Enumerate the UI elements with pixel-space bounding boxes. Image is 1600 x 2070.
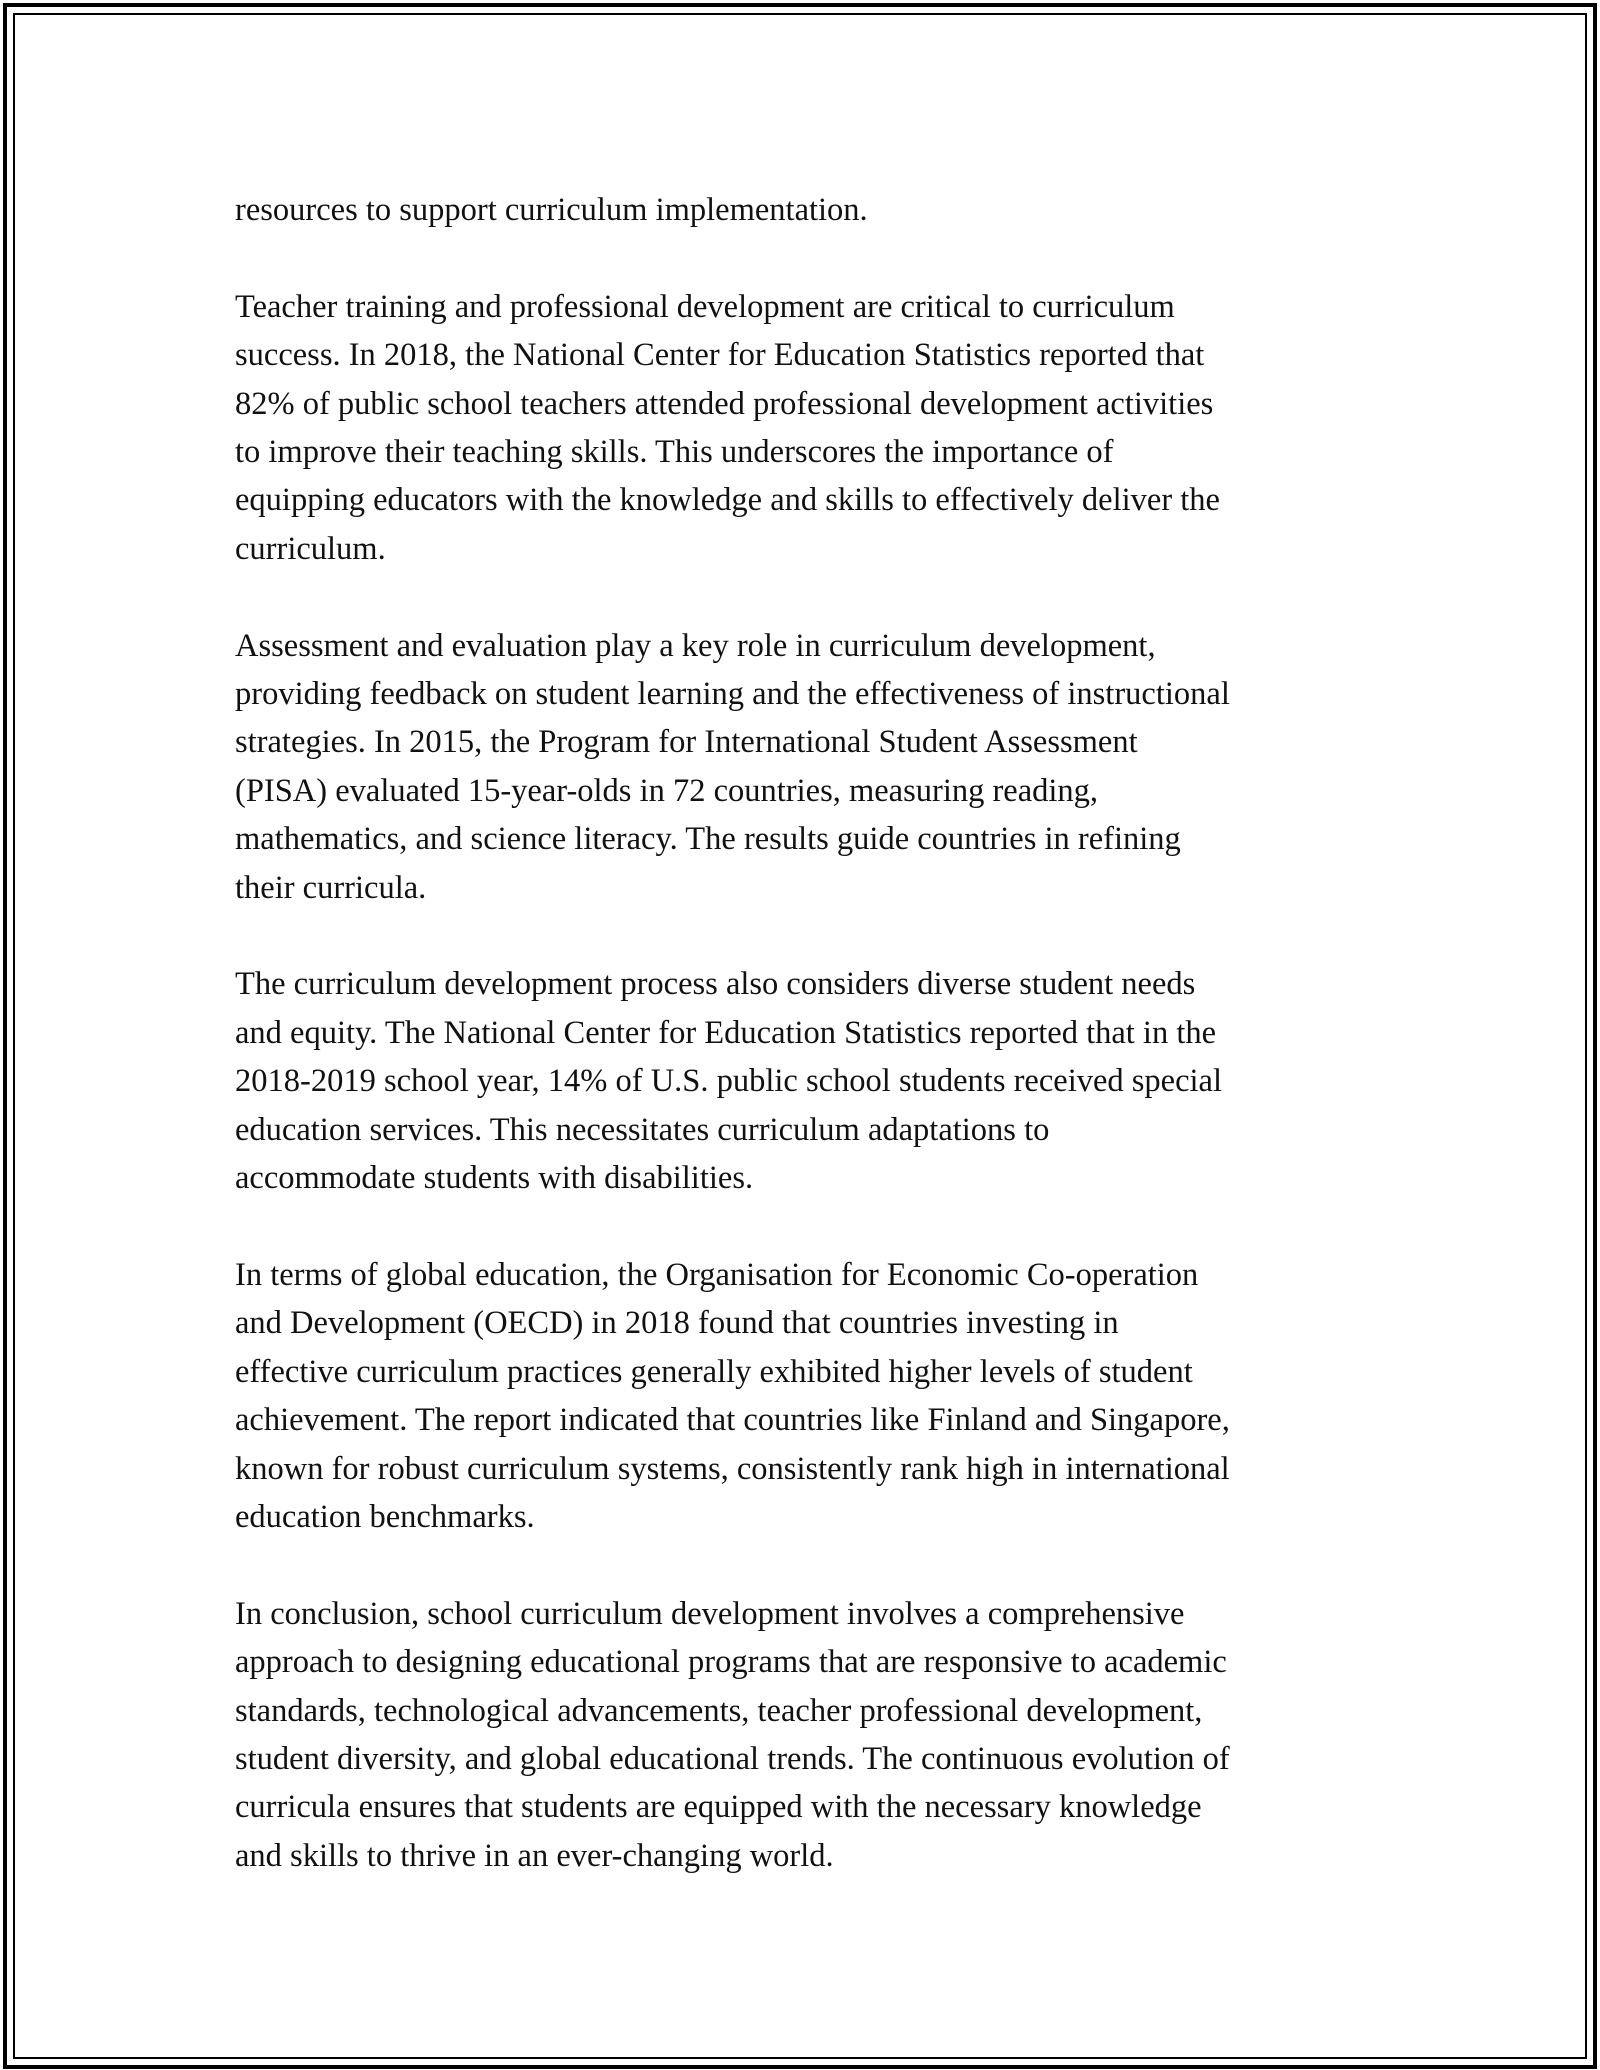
text-line: known for robust curriculum systems, consistently rank high in international [235, 1450, 1230, 1487]
text-line: approach to designing educational programs that are responsive to academic [235, 1644, 1227, 1681]
text-line: to improve their teaching skills. This underscores the importance of [235, 434, 1114, 471]
text-line: curricula ensures that students are equipped with the necessary knowledge [235, 1789, 1202, 1826]
text-line: and Development (OECD) in 2018 found that countries investing in [235, 1305, 1119, 1342]
text-line: accommodate students with disabilities. [235, 1160, 754, 1197]
text-line: standards, technological advancements, teacher professional development, [235, 1692, 1203, 1729]
text-line: Teacher training and professional development are critical to curriculum [235, 288, 1175, 325]
paragraph [235, 186, 1385, 234]
text-line: strategies. In 2015, the Program for International Student Assessment [235, 724, 1138, 761]
text-line: and equity. The National Center for Education Statistics reported that in the [235, 1014, 1217, 1051]
text-line: 82% of public school teachers attended professional development activities [235, 385, 1214, 422]
document-body [235, 186, 1385, 1929]
text-line: (PISA) evaluated 15-year-olds in 72 countries, measuring reading, [235, 772, 1099, 809]
text-line: providing feedback on student learning and the effectiveness of instructional [235, 676, 1230, 713]
text-line: curriculum. [235, 530, 386, 567]
text-line: and skills to thrive in an ever-changing world. [235, 1837, 834, 1874]
text-line: education benchmarks. [235, 1498, 535, 1535]
text-line: their curricula. [235, 869, 427, 906]
text-line: student diversity, and global educational trends. The continuous evolution of [235, 1740, 1230, 1777]
text-line: resources to support curriculum implementation. [235, 192, 868, 228]
text-line: Assessment and evaluation play a key role in curriculum development, [235, 627, 1156, 664]
text-line: The curriculum development process also considers diverse student needs [235, 966, 1196, 1003]
text-line: In conclusion, school curriculum development involves a comprehensive [235, 1595, 1185, 1632]
text-line: In terms of global education, the Organisation for Economic Co-operation [235, 1256, 1199, 1293]
text-line: effective curriculum practices generally exhibited higher levels of student [235, 1353, 1193, 1390]
paragraph [235, 1590, 1385, 1880]
paragraph [235, 283, 1385, 573]
text-line: equipping educators with the knowledge and skills to effectively deliver the [235, 482, 1220, 519]
paragraph [235, 1251, 1385, 1541]
text-line: education services. This necessitates curriculum adaptations to [235, 1111, 1050, 1148]
text-line: achievement. The report indicated that countries like Finland and Singapore, [235, 1402, 1230, 1439]
text-line: success. In 2018, the National Center for Education Statistics reported that [235, 337, 1205, 374]
paragraph [235, 960, 1385, 1202]
paragraph [235, 622, 1385, 912]
text-line: 2018-2019 school year, 14% of U.S. public school students received special [235, 1063, 1223, 1100]
text-line: mathematics, and science literacy. The results guide countries in refining [235, 821, 1181, 858]
